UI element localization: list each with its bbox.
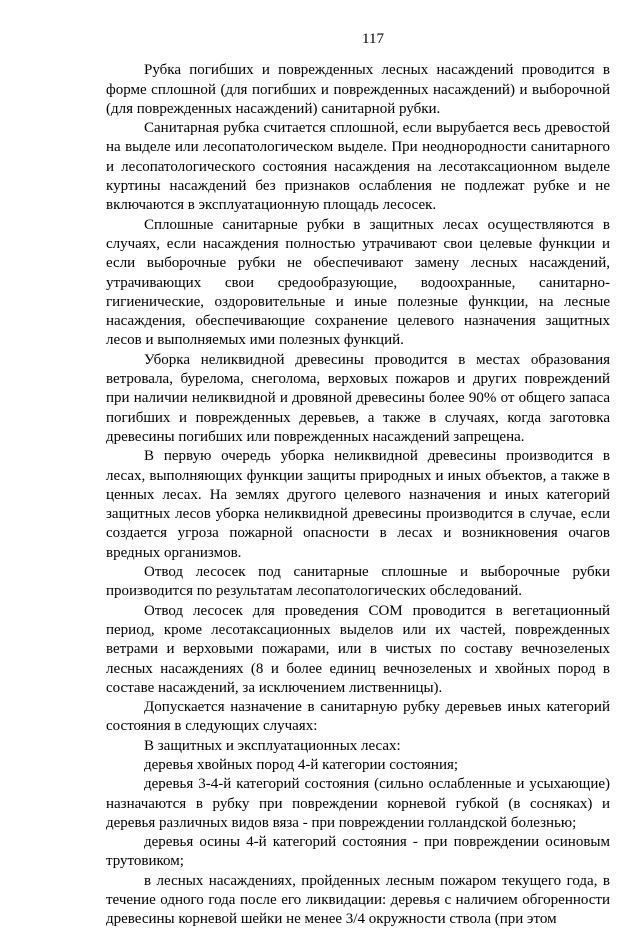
paragraph-priority-cleanup: В первую очередь уборка неликвидной древесины производится в лесах, выполняющих функции защиты природных и иных объектов, а также в ценных лесах. На землях другого целевого назначения и иных категорий защитных лесов уборка неликвидной древесины производится в случае, если создается угроза пожарной опасности в лесах и возникновения очагов вредных организмов. [106, 448, 610, 561]
paragraph-clear-sanitary-felling: Санитарная рубка считается сплошной, если вырубается весь древостой на выделе или лесопатологическом выделе. При неоднородности санитарного и лесопатологического состояния насаждения на лесотаксационном выделе куртины насаждений без признаков ослабления не подлежат рубке и не включаются в эксплуатационную площадь лесосек. [106, 120, 610, 214]
paragraph-allotment-season: Отвод лесосек для проведения СОМ проводится в вегетационный период, кроме лесотаксационных выделов или их частей, поврежденных ветрами и верховыми пожарами, или в чистых по составу вечнозеленых лесных насаждениях (8 и более единиц вечнозеленых и хвойных пород в составе насаждений, за исключением лиственницы). [106, 602, 610, 696]
paragraph-protective-exploitation: В защитных и эксплуатационных лесах: [144, 737, 401, 754]
body-text [106, 61, 610, 929]
paragraph-unmarketable-wood: Уборка неликвидной древесины проводится в местах образования ветровала, бурелома, снеголома, верховых пожаров и других повреждений при наличии неликвидной и дровяной древесины более 90% от общего запаса погибших и поврежденных деревьев, а также в случаях, когда заготовка древесины погибших или поврежденных насаждений запрещена. [106, 351, 610, 445]
paragraph-root-fungus: деревья 3-4-й категорий состояния (сильно ослабленные и усыхающие) назначаются в рубку при повреждении корневой губкой (в сосняках) и деревья различных видов вяза - при повреждении голландской болезнью; [106, 776, 610, 831]
paragraph-other-categories: Допускается назначение в санитарную рубку деревьев иных категорий состояния в следующих случаях: [106, 699, 610, 735]
paragraph-sanitary-felling-forms: Рубка погибших и поврежденных лесных насаждений проводится в форме сплошной (для погибших и поврежденных насаждений) и выборочной (для поврежденных насаждений) санитарной рубки. [106, 62, 610, 117]
paragraph-aspen: деревья осины 4-й категорий состояния - при повреждении осиновым трутовиком; [106, 834, 610, 870]
paragraph-conifers: деревья хвойных пород 4-й категории состояния; [144, 756, 459, 773]
page-number: 117 [362, 31, 384, 47]
paragraph-protective-forests: Сплошные санитарные рубки в защитных лесах осуществляются в случаях, если насаждения полностью утрачивают свои целевые функции и если выборочные рубки не обеспечивают замену лесных насаждений, утрачивающих свои средообразующие, водоохранные, санитарно-гигиенические, оздоровительные и иные полезные функции, на лесные насаждения, обеспечивающие сохранение целевого назначения защитных лесов и выполняемых ими полезных функций. [106, 216, 610, 349]
paragraph-allotment-survey: Отвод лесосек под санитарные сплошные и выборочные рубки производится по результатам лесопатологических обследований. [106, 564, 610, 600]
paragraph-fire-damage: в лесных насаждениях, пройденных лесным пожаром текущего года, в течение одного года после его ликвидации: деревья с наличием обгоренности древесины корневой шейки не менее 3/4 окружности ствола (при этом [106, 872, 610, 928]
